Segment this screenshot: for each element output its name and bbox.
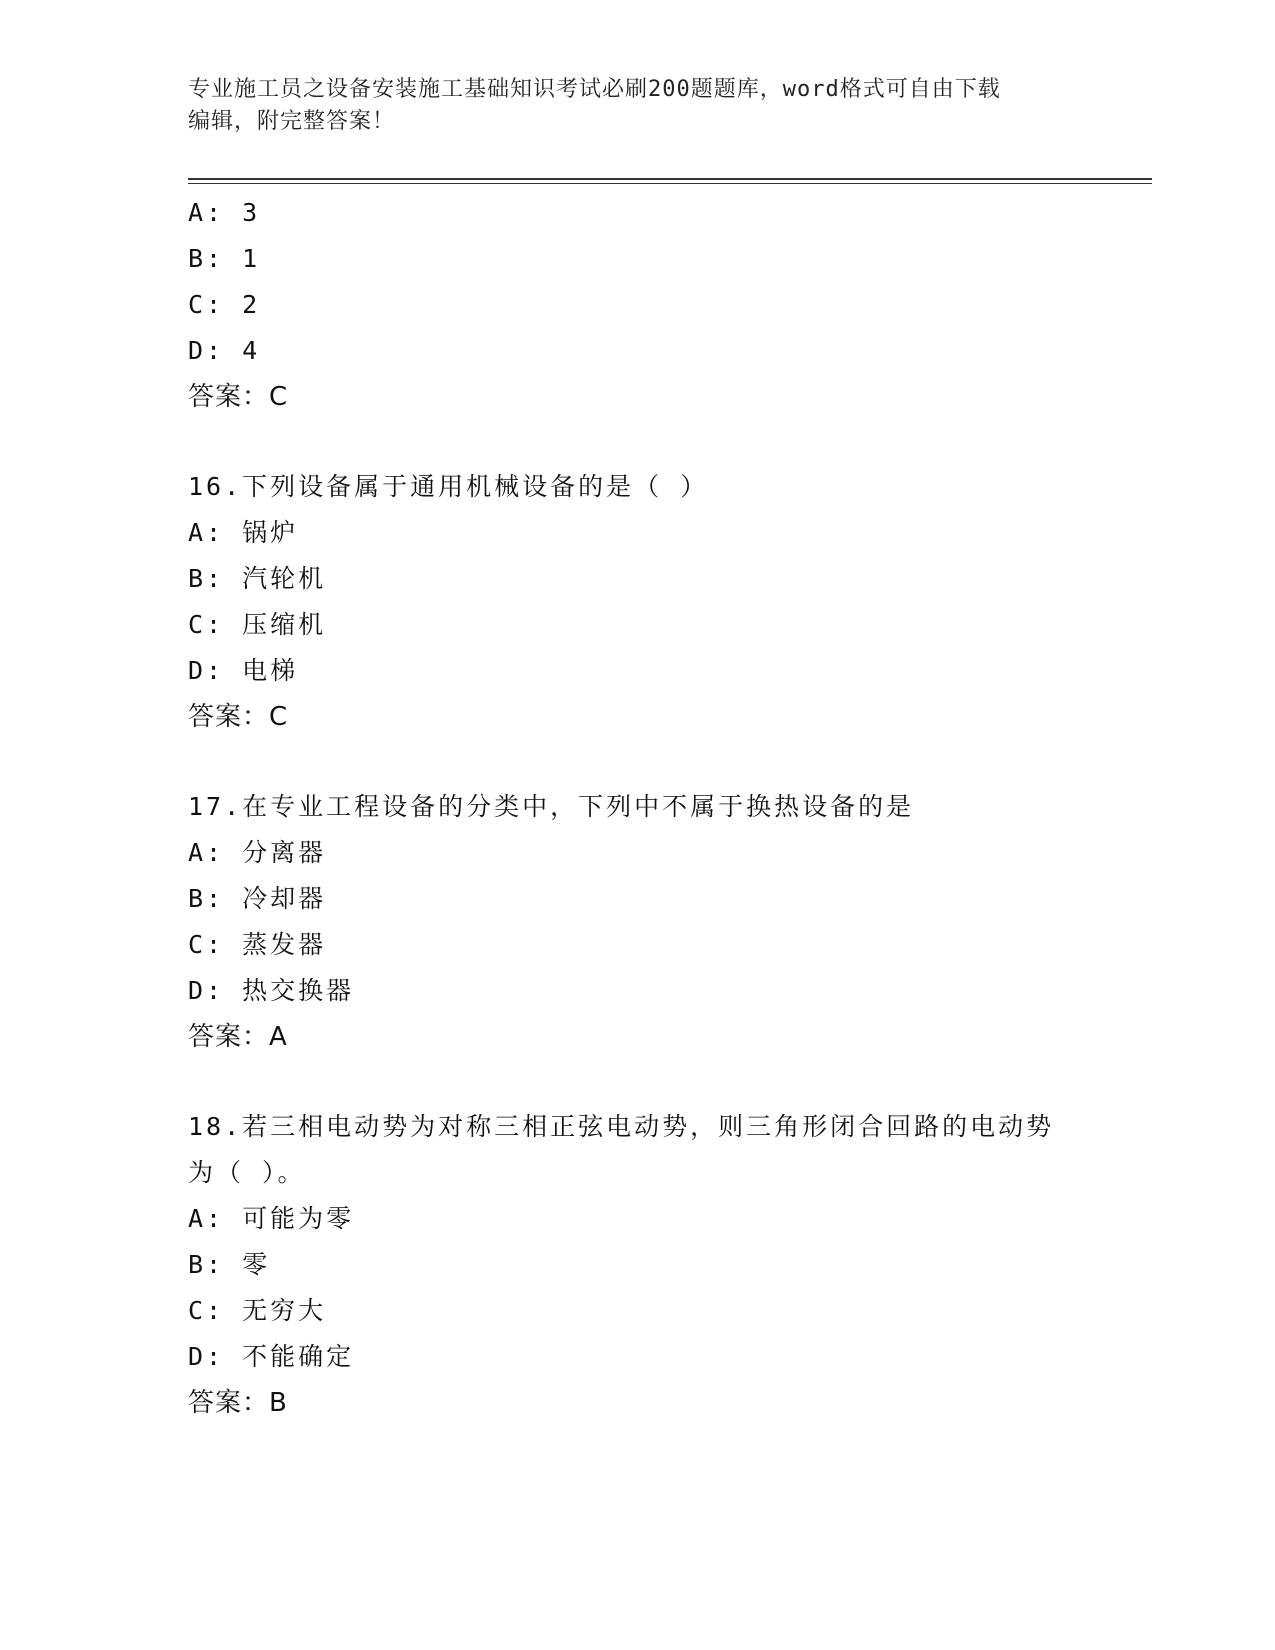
- option-a: A: 3: [188, 198, 261, 227]
- answer-text: 答案：C: [188, 382, 289, 412]
- question-text-line-1: 18.若三相电动势为对称三相正弦电动势，则三角形闭合回路的电动势: [188, 1112, 1055, 1141]
- question-17: [188, 784, 1128, 1060]
- question-list: [188, 190, 1128, 1426]
- question-text: 16.下列设备属于通用机械设备的是（ ）: [188, 472, 709, 501]
- answer-text: 答案：B: [188, 1388, 288, 1418]
- option-b: B: 汽轮机: [188, 564, 327, 593]
- option-a: A: 分离器: [188, 838, 327, 867]
- header-title-line-1: 专业施工员之设备安装施工基础知识考试必刷200题题库，word格式可自由下载: [188, 77, 1001, 102]
- question-15: [188, 190, 1128, 420]
- option-d: D: 电梯: [188, 656, 299, 685]
- answer-text: 答案：A: [188, 1022, 288, 1052]
- option-c: C: 压缩机: [188, 610, 327, 639]
- option-d: D: 热交换器: [188, 976, 355, 1005]
- question-text-line-2: 为（ ）。: [188, 1158, 306, 1187]
- option-c: C: 2: [188, 290, 261, 319]
- answer-text: 答案：C: [188, 702, 289, 732]
- option-b: B: 冷却器: [188, 884, 327, 913]
- option-b: B: 1: [188, 244, 261, 273]
- option-a: A: 可能为零: [188, 1204, 355, 1233]
- question-18: [188, 1104, 1128, 1426]
- option-a: A: 锅炉: [188, 518, 299, 547]
- question-16: [188, 464, 1128, 740]
- question-text: 17.在专业工程设备的分类中，下列中不属于换热设备的是: [188, 792, 915, 821]
- question-spacer: [188, 420, 1128, 464]
- option-c: C: 无穷大: [188, 1296, 327, 1325]
- question-spacer: [188, 1060, 1128, 1104]
- document-header: [188, 74, 1088, 138]
- option-d: D: 不能确定: [188, 1342, 355, 1371]
- question-spacer: [188, 740, 1128, 784]
- header-title-line-2: 编辑，附完整答案！: [188, 109, 396, 134]
- option-d: D: 4: [188, 336, 261, 365]
- header-divider-thick: [188, 178, 1152, 180]
- option-c: C: 蒸发器: [188, 930, 327, 959]
- option-b: B: 零: [188, 1250, 271, 1279]
- header-divider-thin: [188, 183, 1152, 184]
